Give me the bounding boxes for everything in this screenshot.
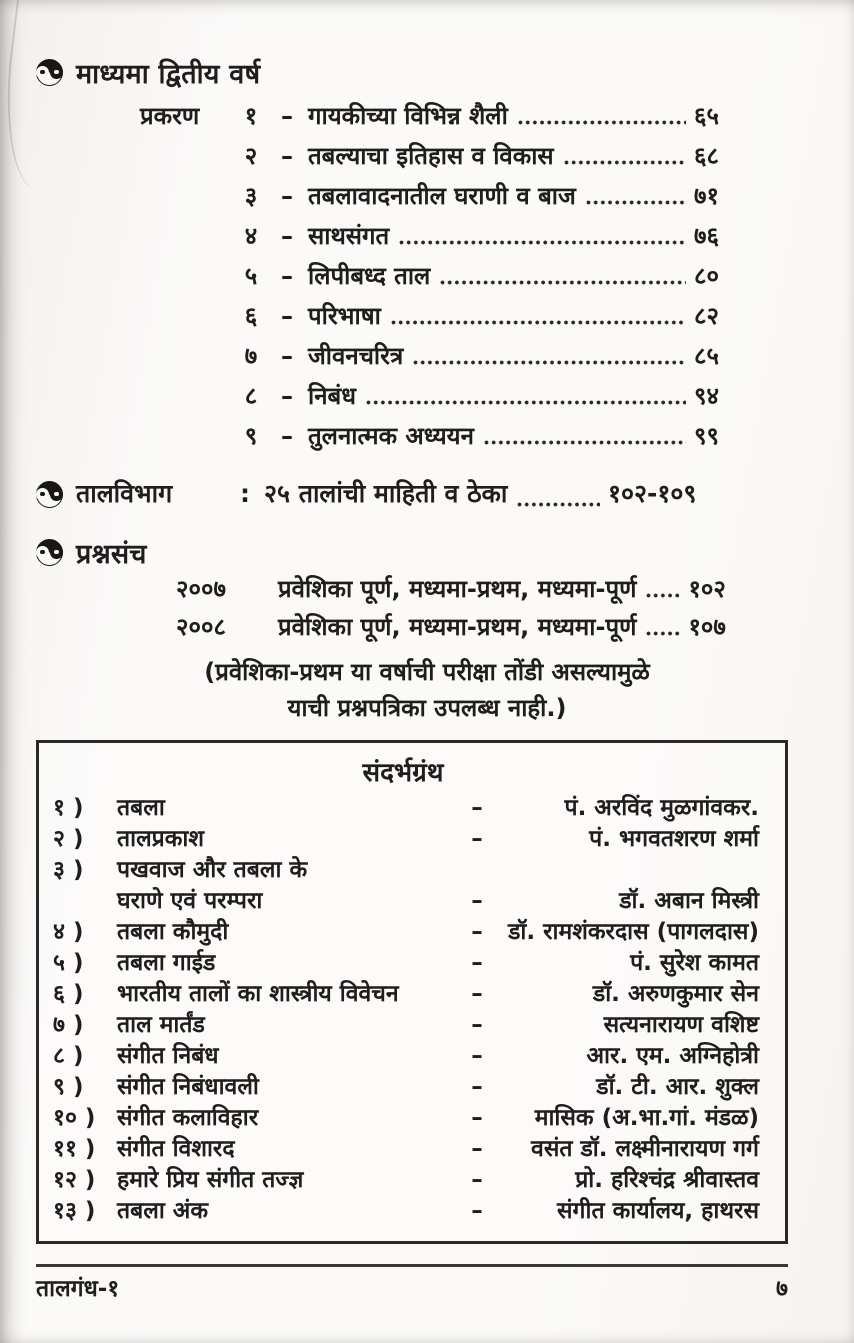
dot-leader	[646, 593, 680, 598]
talvibhag-description: २५ तालांची माहिती व ठेका	[264, 479, 508, 508]
chapter-title: तबल्याचा इतिहास व विकास	[308, 142, 554, 170]
toc-row	[140, 416, 744, 456]
ref-number: ४ )	[53, 919, 84, 945]
ref-author: डॉ. रामशंकरदास (पागलदास)	[508, 919, 759, 945]
section-madhyama-heading	[36, 54, 818, 90]
ref-number: १ )	[53, 795, 84, 821]
ref-number: १३ )	[53, 1198, 96, 1224]
dot-leader	[518, 120, 686, 125]
chapter-number: ६	[244, 302, 258, 330]
toc-row	[140, 96, 744, 136]
page-number: ९४	[694, 382, 719, 410]
chapter-title: निबंध	[308, 382, 356, 410]
yin-yang-icon	[36, 481, 63, 508]
ref-title: पखवाज और तबला के	[117, 857, 308, 883]
page-number: ९९	[694, 422, 719, 450]
dash: –	[281, 302, 293, 330]
reference-row	[47, 1103, 759, 1134]
ref-dash: –	[471, 1198, 483, 1224]
chapter-number: ५	[244, 262, 258, 290]
dot-leader	[391, 320, 686, 325]
toc-row	[140, 376, 744, 416]
section-prashnasanch-heading	[36, 534, 818, 570]
chapter-title: परिभाषा	[308, 302, 381, 330]
page-range: १०२-१०९	[608, 479, 697, 508]
chapter-number: २	[244, 142, 258, 170]
page-number: ७६	[694, 222, 719, 250]
chapter-number: ४	[244, 222, 258, 250]
section-title: प्रश्नसंच	[76, 538, 147, 570]
page-number: ८५	[694, 342, 719, 370]
toc-row	[140, 256, 744, 296]
talvibhag-title: तालविभाग	[76, 479, 173, 508]
dot-leader	[564, 160, 686, 165]
dot-leader	[586, 200, 686, 205]
exam-description: प्रवेशिका पूर्ण, मध्यमा-प्रथम, मध्यमा-पूर्ण	[278, 575, 637, 603]
ref-author: मासिक (अ.भा.गां. मंडळ)	[534, 1105, 759, 1131]
dot-leader	[366, 400, 686, 405]
page-number: ७१	[694, 182, 719, 210]
exam-year: २००७	[176, 575, 226, 603]
ref-author: आर. एम. अग्निहोत्री	[586, 1043, 759, 1069]
ref-author: डॉ. अरुणकुमार सेन	[592, 981, 759, 1007]
reference-row	[47, 1041, 759, 1072]
ref-title: घराणे एवं परम्परा	[117, 888, 263, 914]
ref-number: ११ )	[53, 1136, 96, 1162]
dot-leader	[517, 502, 600, 507]
ref-dash: –	[471, 1074, 483, 1100]
page-number: ६५	[694, 102, 719, 130]
ref-title: संगीत कलाविहार	[117, 1105, 259, 1131]
toc-row	[140, 336, 744, 376]
yin-yang-icon	[36, 539, 63, 566]
note-line-1: (प्रवेशिका-प्रथम या वर्षाची परीक्षा तोंडी असल्यामुळे	[204, 658, 650, 686]
reference-row	[47, 855, 759, 886]
chapter-title: जीवनचरित्र	[308, 342, 404, 370]
section-title: माध्यमा द्वितीय वर्ष	[76, 58, 261, 90]
references-box	[36, 740, 788, 1244]
question-set-row	[176, 608, 726, 646]
question-set-list	[176, 570, 726, 646]
reference-row	[47, 824, 759, 855]
ref-title: तबला गाईड	[117, 950, 216, 976]
ref-dash: –	[471, 826, 483, 852]
reference-row	[47, 1134, 759, 1165]
yin-yang-icon	[36, 59, 63, 86]
toc-row	[140, 216, 744, 256]
reference-row	[47, 979, 759, 1010]
reference-row	[47, 793, 759, 824]
ref-title: तबला अंक	[117, 1198, 209, 1224]
ref-number: ३ )	[53, 857, 84, 883]
ref-number: १२ )	[53, 1167, 96, 1193]
exam-year: २००८	[176, 613, 226, 641]
ref-title: संगीत निबंध	[117, 1043, 219, 1069]
colon-separator: :	[240, 479, 250, 508]
dot-leader	[399, 240, 686, 245]
dot-leader	[484, 440, 686, 445]
ref-author: डॉ. टी. आर. शुक्ल	[596, 1074, 759, 1100]
reference-row	[47, 886, 759, 917]
ref-author: संगीत कार्यालय, हाथरस	[557, 1198, 759, 1224]
dash: –	[281, 342, 293, 370]
ref-number: ९ )	[53, 1074, 84, 1100]
chapter-number: ८	[244, 382, 258, 410]
references-title: संदर्भग्रंथ	[362, 758, 444, 788]
ref-number: ५ )	[53, 950, 84, 976]
page-number: ८०	[694, 262, 719, 290]
dot-leader	[440, 280, 686, 285]
ref-author: वसंत डॉ. लक्ष्मीनारायण गर्ग	[531, 1136, 759, 1162]
ref-author: प्रो. हरिश्चंद्र श्रीवास्तव	[575, 1167, 759, 1193]
chapter-number: ७	[244, 342, 258, 370]
ref-author: डॉ. अबान मिस्त्री	[619, 888, 759, 914]
ref-number: २ )	[53, 826, 84, 852]
ref-author: पं. सुरेश कामत	[630, 950, 759, 976]
reference-row	[47, 1165, 759, 1196]
reference-row	[47, 1010, 759, 1041]
note-line-2: याची प्रश्नपत्रिका उपलब्ध नाही.)	[287, 694, 567, 722]
chapter-number: ९	[244, 422, 258, 450]
chapter-title: लिपीबध्द ताल	[308, 262, 431, 290]
ref-dash: –	[471, 1043, 483, 1069]
ref-author: पं. भगवतशरण शर्मा	[589, 826, 759, 852]
chapter-list	[140, 96, 744, 456]
chapter-number: १	[244, 102, 258, 130]
exam-note	[36, 654, 818, 726]
reference-row	[47, 917, 759, 948]
dash: –	[281, 142, 293, 170]
ref-number: ६ )	[53, 981, 84, 1007]
toc-row	[140, 296, 744, 336]
ref-number: ८ )	[53, 1043, 84, 1069]
chapter-title: तबलावादनातील घराणी व बाज	[308, 182, 576, 210]
dash: –	[281, 262, 293, 290]
dash: –	[281, 182, 293, 210]
footer-book-title: तालगंध-१	[36, 1276, 120, 1302]
question-set-row	[176, 570, 726, 608]
ref-title: तालप्रकाश	[117, 826, 205, 852]
dot-leader	[646, 631, 680, 636]
page-number: ६८	[694, 142, 719, 170]
toc-row	[140, 176, 744, 216]
page-number: ८२	[694, 302, 719, 330]
ref-title: तबला कौमुदी	[117, 919, 229, 945]
reference-row	[47, 948, 759, 979]
ref-dash: –	[471, 1012, 483, 1038]
page-number: १०७	[688, 613, 726, 641]
dash: –	[281, 382, 293, 410]
ref-title: संगीत निबंधावली	[117, 1074, 259, 1100]
dot-leader	[413, 360, 686, 365]
ref-dash: –	[471, 888, 483, 914]
chapter-title: तुलनात्मक अध्ययन	[308, 422, 474, 450]
exam-description: प्रवेशिका पूर्ण, मध्यमा-प्रथम, मध्यमा-पूर्ण	[278, 613, 637, 641]
ref-title: ताल मार्तंड	[117, 1012, 205, 1038]
ref-dash: –	[471, 919, 483, 945]
ref-dash: –	[471, 1167, 483, 1193]
ref-dash: –	[471, 1105, 483, 1131]
ref-title: संगीत विशारद	[117, 1136, 235, 1162]
ref-dash: –	[471, 1136, 483, 1162]
page-footer	[36, 1264, 788, 1304]
ref-author: सत्यनारायण वशिष्ट	[603, 1012, 759, 1038]
ref-number: ७ )	[53, 1012, 84, 1038]
dash: –	[281, 222, 293, 250]
dash: –	[281, 102, 293, 130]
chapter-number: ३	[244, 182, 258, 210]
footer-page-number: ७	[776, 1276, 788, 1302]
ref-title: तबला	[117, 795, 165, 821]
dash: –	[281, 422, 293, 450]
ref-title: भारतीय तालों का शास्त्रीय विवेचन	[117, 981, 399, 1007]
ref-dash: –	[471, 950, 483, 976]
chapter-prefix-label: प्रकरण	[140, 102, 200, 130]
page-number: १०२	[688, 575, 726, 603]
ref-title: हमारे प्रिय संगीत तज्ज्ञ	[117, 1167, 304, 1193]
ref-number: १० )	[53, 1105, 96, 1131]
talvibhag-row	[36, 470, 726, 518]
ref-dash: –	[471, 795, 483, 821]
ref-dash: –	[471, 981, 483, 1007]
chapter-title: गायकीच्या विभिन्न शैली	[308, 102, 508, 130]
reference-row	[47, 1072, 759, 1103]
chapter-title: साथसंगत	[308, 222, 390, 250]
reference-row	[47, 1196, 759, 1227]
ref-author: पं. अरविंद मुळगांवकर.	[564, 795, 759, 821]
toc-row	[140, 136, 744, 176]
